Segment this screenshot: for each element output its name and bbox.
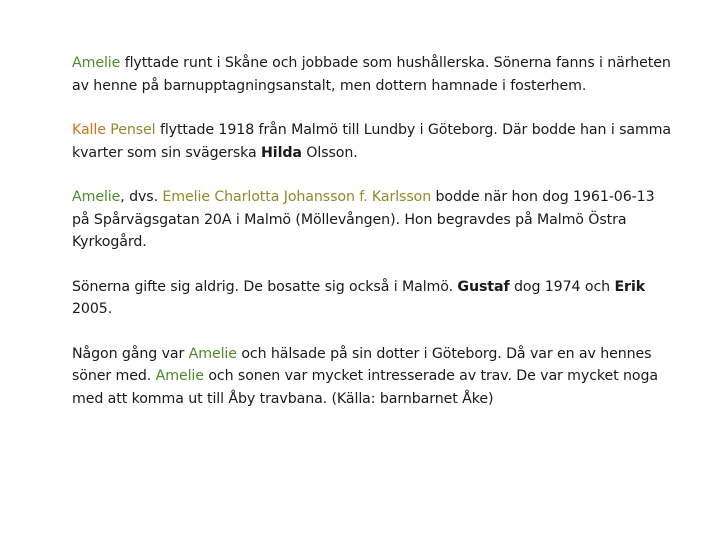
name-amelie: Amelie [188,345,237,362]
name-pensel: Pensel [110,122,156,138]
paragraph-text: flyttade 1918 från Malmö till Lundby i Göteborg. Där bodde han i samma kvarter som sin svägerska [72,122,671,161]
paragraph-text: dog 1974 och [509,278,615,295]
name-gustaf: Gustaf [457,278,510,295]
paragraph-text: Olsson. [301,144,358,161]
name-kalle: Kalle [72,122,106,138]
name-erik: Erik [614,278,646,295]
name-hilda: Hilda [261,144,302,161]
paragraph-text: och hälsade på sin dotter i Göteborg. Då var en av hennes söner med. [72,345,652,384]
name-amelie: Amelie [155,368,204,384]
paragraph-text: Någon gång var [72,345,189,362]
name-amelie: Amelie [72,189,121,205]
paragraph-text: , dvs. [120,189,163,205]
name-emelie-full: Emelie Charlotta Johansson f. Karlsson [162,189,432,205]
paragraph-5 [72,343,672,411]
paragraph-text: och sonen var mycket intresserade av trav. De var mycket noga med att komma ut till Åby travbana. (Källa: barnbarnet Åke) [72,368,658,407]
paragraph-1 [72,52,672,97]
document-body [72,52,672,432]
paragraph-4 [72,276,672,321]
paragraph-2 [72,119,672,164]
paragraph-text: Sönerna gifte sig aldrig. De bosatte sig också i Malmö. [72,278,458,295]
paragraph-text: flyttade runt i Skåne och jobbade som hushållerska. Sönerna fanns i närheten av henne på barnupptagningsanstalt, men dottern hamnade i fosterhem. [72,55,671,94]
paragraph-3 [72,186,672,254]
name-amelie: Amelie [72,55,121,71]
paragraph-text: 2005. [72,301,113,317]
paragraph-text: bodde när hon dog 1961-06-13 på Spårvägsgatan 20A i Malmö (Möllevången). Hon begravdes på Malmö Östra Kyrkogård. [72,189,655,250]
